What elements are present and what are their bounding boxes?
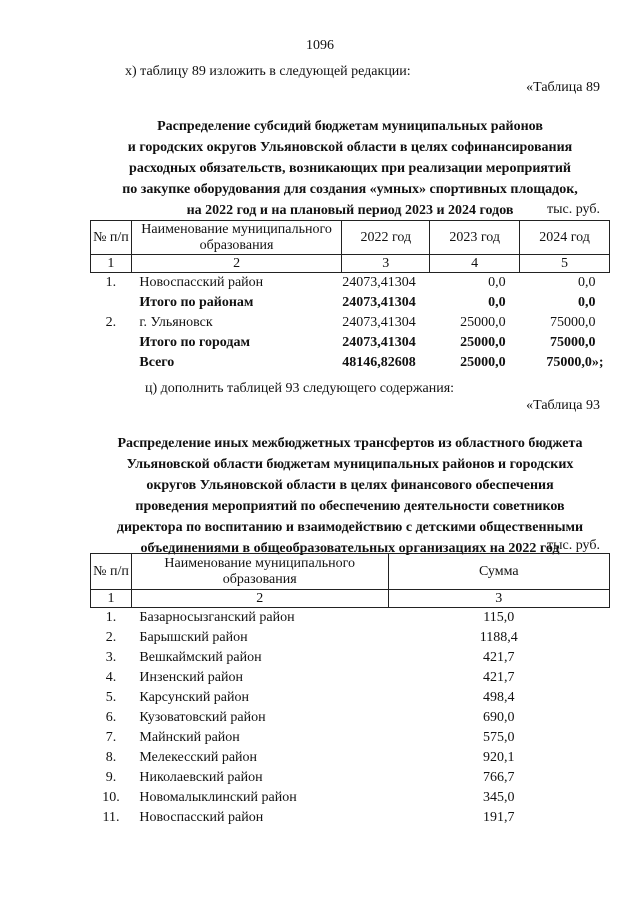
row-num bbox=[91, 333, 132, 353]
heading-line: проведения мероприятий по обеспечению деятельности советников bbox=[135, 499, 565, 514]
table-header-row bbox=[91, 554, 610, 590]
row-sum: 191,7 bbox=[483, 810, 515, 825]
table-row bbox=[91, 788, 610, 808]
row-num: 7. bbox=[105, 730, 117, 745]
header-name: Наименование муниципального образования bbox=[131, 554, 388, 590]
row-sum: 498,4 bbox=[483, 690, 515, 705]
row-num: 3. bbox=[105, 650, 117, 665]
row-sum: 690,0 bbox=[483, 710, 515, 725]
row-num: 4. bbox=[105, 670, 117, 685]
row-2024: 75000,0»; bbox=[546, 355, 604, 370]
row-num: 1. bbox=[105, 610, 117, 625]
table-index-row bbox=[91, 590, 610, 608]
row-2023: 25000,0 bbox=[460, 335, 506, 350]
table-row bbox=[91, 768, 610, 788]
row-2023: 0,0 bbox=[488, 275, 506, 290]
instruction-x: х) таблицу 89 изложить в следующей редакции: bbox=[125, 64, 411, 79]
row-name: Кузоватовский район bbox=[139, 710, 266, 725]
table-row bbox=[91, 273, 610, 294]
index-cell: 4 bbox=[430, 255, 520, 273]
index-cell: 3 bbox=[388, 590, 609, 608]
row-num: 9. bbox=[105, 770, 117, 785]
row-sum: 766,7 bbox=[483, 770, 515, 785]
row-2023: 0,0 bbox=[488, 295, 506, 310]
table-93-heading bbox=[88, 433, 612, 559]
heading-line: Ульяновской области бюджетам муниципальных районов и городских bbox=[126, 457, 574, 472]
table-row bbox=[91, 313, 610, 333]
header-2023: 2023 год bbox=[430, 221, 520, 255]
table-row bbox=[91, 688, 610, 708]
row-name: Барышский район bbox=[139, 630, 248, 645]
index-cell: 5 bbox=[520, 255, 610, 273]
row-sum: 421,7 bbox=[483, 670, 515, 685]
row-sum: 920,1 bbox=[483, 750, 515, 765]
row-num bbox=[91, 353, 132, 373]
heading-line: и городских округов Ульяновской области в целях софинансирования bbox=[127, 140, 573, 155]
header-sum: Сумма bbox=[388, 554, 609, 590]
row-num: 2. bbox=[105, 630, 117, 645]
row-name: Николаевский район bbox=[139, 770, 263, 785]
header-num: № п/п bbox=[91, 221, 132, 255]
row-sum: 115,0 bbox=[483, 610, 515, 625]
row-2024: 75000,0 bbox=[550, 335, 596, 350]
index-cell: 1 bbox=[91, 590, 132, 608]
row-name: Итого по городам bbox=[139, 335, 251, 350]
table-row bbox=[91, 808, 610, 828]
row-2022: 48146,82608 bbox=[342, 355, 416, 370]
heading-line: округов Ульяновской области в целях финансового обеспечения bbox=[146, 478, 554, 493]
index-cell: 1 bbox=[91, 255, 132, 273]
row-num: 2. bbox=[105, 315, 117, 330]
row-num: 10. bbox=[102, 790, 120, 805]
table-row bbox=[91, 748, 610, 768]
index-cell: 3 bbox=[342, 255, 430, 273]
heading-line: на 2022 год и на плановый период 2023 и 2024 годов bbox=[186, 203, 514, 218]
header-name: Наименование муниципального образования bbox=[131, 221, 341, 255]
index-cell: 2 bbox=[131, 590, 388, 608]
row-2022: 24073,41304 bbox=[342, 275, 416, 290]
row-num: 1. bbox=[105, 275, 117, 290]
row-sum: 1188,4 bbox=[479, 630, 518, 645]
heading-line: объединениями в общеобразовательных организациях на 2022 год bbox=[140, 541, 560, 556]
row-name: Майнский район bbox=[139, 730, 240, 745]
row-name: Новоспасский район bbox=[139, 810, 264, 825]
row-2022: 24073,41304 bbox=[342, 335, 416, 350]
row-name: Карсунский район bbox=[139, 690, 250, 705]
table-row bbox=[91, 628, 610, 648]
instruction-ts: ц) дополнить таблицей 93 следующего содержания: bbox=[145, 381, 455, 396]
page-number: 1096 bbox=[306, 38, 334, 53]
heading-line: расходных обязательств, возникающих при реализации мероприятий bbox=[129, 161, 571, 176]
row-2024: 0,0 bbox=[578, 275, 596, 290]
table-index-row bbox=[91, 255, 610, 273]
row-sum: 421,7 bbox=[483, 650, 515, 665]
row-sum: 575,0 bbox=[483, 730, 515, 745]
header-2024: 2024 год bbox=[520, 221, 610, 255]
table-row bbox=[91, 668, 610, 688]
table-89 bbox=[90, 220, 610, 373]
row-num: 8. bbox=[105, 750, 117, 765]
row-num: 6. bbox=[105, 710, 117, 725]
heading-line: Распределение субсидий бюджетам муниципальных районов bbox=[157, 119, 543, 134]
row-2023: 25000,0 bbox=[460, 315, 506, 330]
row-2024: 75000,0 bbox=[550, 315, 596, 330]
heading-line: Распределение иных межбюджетных трансфертов из областного бюджета bbox=[117, 436, 583, 451]
heading-line: директора по воспитанию и взаимодействию с детскими общественными bbox=[116, 520, 584, 535]
table-93-ref: «Таблица 93 bbox=[526, 398, 600, 413]
table-93 bbox=[90, 553, 610, 828]
table-row bbox=[91, 708, 610, 728]
table-row bbox=[91, 648, 610, 668]
table-header-row bbox=[91, 221, 610, 255]
row-2024: 0,0 bbox=[578, 295, 596, 310]
header-num: № п/п bbox=[91, 554, 132, 590]
row-num: 5. bbox=[105, 690, 117, 705]
row-2023: 25000,0 bbox=[460, 355, 506, 370]
table-row-total bbox=[91, 293, 610, 313]
row-name: Мелекесский район bbox=[139, 750, 258, 765]
units-label: тыс. руб. bbox=[547, 538, 600, 553]
index-cell: 2 bbox=[131, 255, 341, 273]
row-name: Вешкаймский район bbox=[139, 650, 262, 665]
header-2022: 2022 год bbox=[342, 221, 430, 255]
row-num: 11. bbox=[102, 810, 120, 825]
row-2022: 24073,41304 bbox=[342, 315, 416, 330]
row-name: Итого по районам bbox=[139, 295, 254, 310]
table-row-total bbox=[91, 333, 610, 353]
row-sum: 345,0 bbox=[483, 790, 515, 805]
table-row-grand-total bbox=[91, 353, 610, 373]
table-row bbox=[91, 728, 610, 748]
row-num bbox=[91, 293, 132, 313]
row-name: г. Ульяновск bbox=[139, 315, 213, 330]
row-name: Новоспасский район bbox=[139, 275, 264, 290]
row-name: Базарносызганский район bbox=[139, 610, 295, 625]
row-name: Всего bbox=[139, 355, 175, 370]
table-row bbox=[91, 608, 610, 629]
heading-line: по закупке оборудования для создания «умных» спортивных площадок, bbox=[122, 182, 578, 197]
units-label: тыс. руб. bbox=[547, 202, 600, 217]
row-name: Инзенский район bbox=[139, 670, 243, 685]
row-name: Новомалыклинский район bbox=[139, 790, 297, 805]
table-89-heading bbox=[90, 116, 610, 221]
row-2022: 24073,41304 bbox=[342, 295, 416, 310]
table-89-ref: «Таблица 89 bbox=[526, 80, 600, 95]
